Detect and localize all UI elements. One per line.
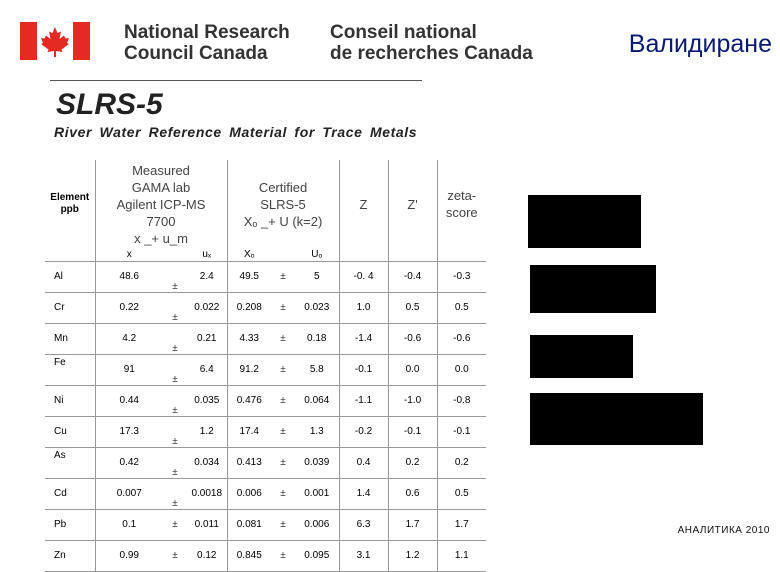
cell-certified-X0: 17.4 (227, 416, 271, 447)
table-row (45, 447, 486, 478)
canada-flag-icon (20, 22, 90, 60)
cell-certified-U0: 0.023 (295, 292, 339, 323)
cell-certified-U0: 5.8 (295, 354, 339, 385)
cell-measured-ux: 0.0018 (187, 478, 227, 509)
subheader-U0: Uₒ (295, 248, 339, 261)
cell-z: 3.1 (339, 540, 388, 571)
cell-element: Cd (45, 478, 95, 509)
cell-z: 1.4 (339, 478, 388, 509)
subheader-zp-empty (388, 248, 437, 261)
cell-pm-certified: ± (271, 385, 295, 416)
validation-table (45, 160, 486, 572)
subheader-empty (45, 248, 95, 261)
cell-measured-x: 0.42 (95, 447, 163, 478)
cell-measured-ux: 1.2 (187, 416, 227, 447)
cell-pm-measured: ± (163, 540, 187, 571)
cell-z: 0.4 (339, 447, 388, 478)
footer-text: АНАЛИТИКА 2010 (677, 525, 770, 536)
cell-certified-X0: 0.476 (227, 385, 271, 416)
header-element (45, 160, 95, 248)
cell-pm-measured: ± (163, 509, 187, 540)
cell-certified-X0: 0.081 (227, 509, 271, 540)
table-row (45, 509, 486, 540)
cell-measured-x: 0.99 (95, 540, 163, 571)
cell-measured-x: 48.6 (95, 261, 163, 292)
org-name-french-line2: de recherches Canada (330, 43, 533, 64)
header-z-prime: Z' (388, 160, 437, 248)
material-subtitle: River Water Reference Material for Trace Metals (54, 124, 418, 140)
table-row (45, 261, 486, 292)
org-name-english-line2: Council Canada (124, 43, 268, 64)
cell-certified-U0: 1.3 (295, 416, 339, 447)
cell-element: Mn (45, 323, 95, 354)
cell-zeta: 0.5 (437, 478, 486, 509)
cell-certified-X0: 91.2 (227, 354, 271, 385)
header-zeta-line2: score (445, 205, 478, 220)
cell-certified-X0: 0.006 (227, 478, 271, 509)
cell-z: -0. 4 (339, 261, 388, 292)
cell-measured-x: 4.2 (95, 323, 163, 354)
cell-element: Fe (45, 354, 95, 385)
cell-z: -0.2 (339, 416, 388, 447)
table-row (45, 540, 486, 571)
cell-element: Zn (45, 540, 95, 571)
cell-pm-measured: ± (163, 323, 187, 354)
subheader-pm2-empty (271, 248, 295, 261)
table-row (45, 292, 486, 323)
cell-measured-ux: 0.12 (187, 540, 227, 571)
redaction-box (530, 393, 703, 445)
header-measured-line2: GAMA lab (131, 179, 191, 195)
header-measured-line1: Measured (132, 162, 190, 178)
cell-element: Cr (45, 292, 95, 323)
slide-title: Валидиране (628, 30, 772, 58)
cell-pm-measured: ± (163, 385, 187, 416)
subheader-X0: Xₒ (227, 248, 271, 261)
cell-z: 1.0 (339, 292, 388, 323)
cell-z-prime: 1.7 (388, 509, 437, 540)
cell-measured-ux: 0.034 (187, 447, 227, 478)
cell-z-prime: -0.6 (388, 323, 437, 354)
cell-element: As (45, 447, 95, 478)
cell-element: Ni (45, 385, 95, 416)
cell-pm-measured: ± (163, 447, 187, 478)
cell-zeta: 1.7 (437, 509, 486, 540)
header-element-line1: Element (50, 192, 90, 203)
header-measured (95, 160, 227, 248)
cell-pm-certified: ± (271, 447, 295, 478)
cell-measured-ux: 0.035 (187, 385, 227, 416)
header-zeta-line1: zeta- (447, 188, 477, 203)
table-row (45, 323, 486, 354)
cell-measured-x: 0.1 (95, 509, 163, 540)
cell-pm-certified: ± (271, 540, 295, 571)
header-certified (227, 160, 339, 248)
cell-certified-X0: 0.413 (227, 447, 271, 478)
cell-pm-certified: ± (271, 261, 295, 292)
cell-measured-ux: 0.21 (187, 323, 227, 354)
subheader-z-empty (339, 248, 388, 261)
cell-zeta: 0.2 (437, 447, 486, 478)
cell-certified-X0: 4.33 (227, 323, 271, 354)
cell-z-prime: 0.6 (388, 478, 437, 509)
cell-zeta: -0.8 (437, 385, 486, 416)
cell-certified-U0: 0.039 (295, 447, 339, 478)
cell-pm-certified: ± (271, 323, 295, 354)
cell-pm-measured: ± (163, 416, 187, 447)
material-title: SLRS-5 (56, 88, 163, 121)
cell-z-prime: 0.5 (388, 292, 437, 323)
table-row (45, 416, 486, 447)
header-z: Z (339, 160, 388, 248)
cell-pm-measured: ± (163, 478, 187, 509)
cell-zeta: 0.0 (437, 354, 486, 385)
cell-z: -1.4 (339, 323, 388, 354)
cell-pm-certified: ± (271, 509, 295, 540)
subheader-zeta-empty (437, 248, 486, 261)
cell-pm-measured: ± (163, 354, 187, 385)
cell-pm-measured: ± (163, 292, 187, 323)
subheader-pm-empty (163, 248, 187, 261)
cell-pm-certified: ± (271, 354, 295, 385)
cell-element: Al (45, 261, 95, 292)
org-name-french (330, 22, 533, 64)
subheader-x: x (95, 248, 163, 261)
cell-measured-ux: 0.011 (187, 509, 227, 540)
cell-z: -1.1 (339, 385, 388, 416)
cell-certified-X0: 0.208 (227, 292, 271, 323)
header-element-line2: ppb (60, 204, 79, 215)
cell-measured-ux: 0.022 (187, 292, 227, 323)
cell-certified-U0: 0.006 (295, 509, 339, 540)
cell-pm-certified: ± (271, 416, 295, 447)
cell-z: -0.1 (339, 354, 388, 385)
cell-certified-U0: 0.001 (295, 478, 339, 509)
header-measured-line3: Agilent ICP-MS (116, 196, 206, 212)
cell-measured-x: 0.44 (95, 385, 163, 416)
cell-zeta: -0.3 (437, 261, 486, 292)
header-zeta-score (437, 160, 486, 248)
cell-z-prime: -0.1 (388, 416, 437, 447)
cell-measured-x: 0.007 (95, 478, 163, 509)
org-name-english-line1: National Research (124, 22, 290, 43)
cell-certified-U0: 0.18 (295, 323, 339, 354)
cell-element: Pb (45, 509, 95, 540)
cell-pm-certified: ± (271, 292, 295, 323)
table-row (45, 385, 486, 416)
cell-zeta: -0.6 (437, 323, 486, 354)
cell-z-prime: -1.0 (388, 385, 437, 416)
cell-z: 6.3 (339, 509, 388, 540)
cell-zeta: 1.1 (437, 540, 486, 571)
cell-certified-U0: 0.064 (295, 385, 339, 416)
cell-z-prime: -0.4 (388, 261, 437, 292)
cell-element: Cu (45, 416, 95, 447)
cell-certified-U0: 5 (295, 261, 339, 292)
header-divider (50, 80, 422, 81)
org-name-french-line1: Conseil national (330, 22, 477, 43)
cell-measured-x: 17.3 (95, 416, 163, 447)
redaction-box (528, 195, 641, 248)
cell-z-prime: 1.2 (388, 540, 437, 571)
org-name-english (124, 22, 290, 64)
redaction-box (530, 335, 633, 378)
header-certified-line2: SLRS-5 (260, 196, 306, 212)
cell-certified-X0: 0.845 (227, 540, 271, 571)
table-subheader-row (45, 248, 486, 261)
header-certified-line3: Xₒ _+ U (k=2) (243, 213, 323, 229)
header-measured-line4: 7700 (146, 213, 176, 229)
table-row (45, 478, 486, 509)
cell-measured-x: 0.22 (95, 292, 163, 323)
cell-measured-ux: 6.4 (187, 354, 227, 385)
cell-pm-measured: ± (163, 261, 187, 292)
cell-z-prime: 0.2 (388, 447, 437, 478)
cell-certified-X0: 49.5 (227, 261, 271, 292)
cell-zeta: 0.5 (437, 292, 486, 323)
table-row (45, 354, 486, 385)
cell-measured-ux: 2.4 (187, 261, 227, 292)
cell-certified-U0: 0.095 (295, 540, 339, 571)
table-header-row (45, 160, 486, 248)
redaction-box (530, 265, 656, 313)
cell-pm-certified: ± (271, 478, 295, 509)
header-certified-line1: Certified (258, 179, 308, 195)
cell-measured-x: 91 (95, 354, 163, 385)
subheader-ux: uₓ (187, 248, 227, 261)
header-measured-line5: x _+ u_m (134, 230, 188, 246)
cell-zeta: -0.1 (437, 416, 486, 447)
cell-z-prime: 0.0 (388, 354, 437, 385)
